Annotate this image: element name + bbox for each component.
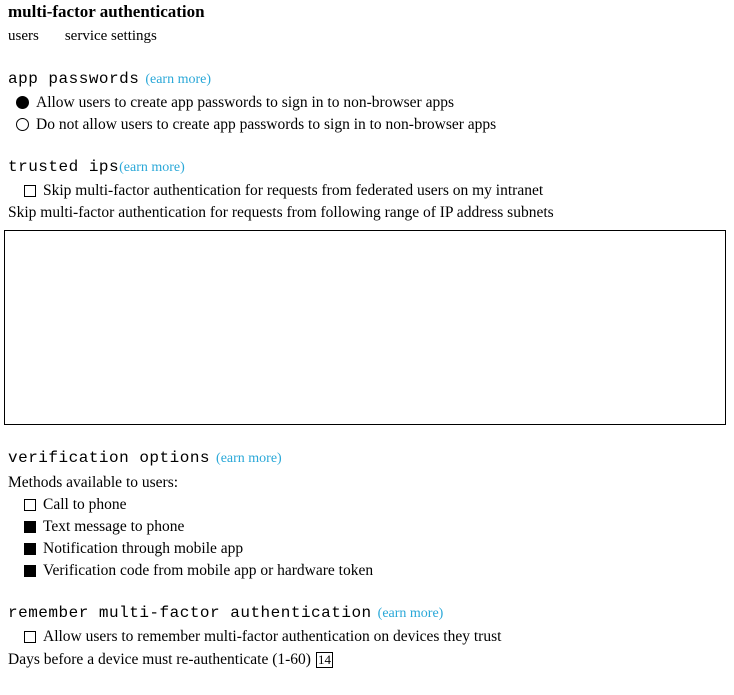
section-verification-options xyxy=(8,447,734,580)
remember-mfa-allow-label: Allow users to remember multi-factor authentication on devices they trust xyxy=(43,628,502,645)
tab-users[interactable]: users xyxy=(8,28,39,44)
app-passwords-option-allow[interactable] xyxy=(8,93,734,112)
verification-options-heading xyxy=(8,447,734,469)
radio-icon-allow[interactable] xyxy=(16,96,29,109)
remember-mfa-days-label: Days before a device must re-authenticate (1-60) xyxy=(8,651,311,668)
remember-mfa-heading-text: remember multi-factor authentication xyxy=(8,604,372,622)
remember-mfa-heading xyxy=(8,602,734,624)
app-passwords-option-disallow[interactable] xyxy=(8,115,734,134)
checkbox-icon-allow-remember[interactable] xyxy=(24,631,36,643)
method-call-to-phone-row[interactable] xyxy=(8,495,734,514)
method-verification-code-row[interactable] xyxy=(8,561,734,580)
trusted-ips-learn-more-link[interactable]: (earn more) xyxy=(119,160,185,175)
app-passwords-learn-more-link[interactable]: (earn more) xyxy=(145,72,212,87)
checkbox-icon-notification-app[interactable] xyxy=(24,543,36,555)
verification-options-learn-more-link[interactable]: (earn more) xyxy=(216,451,282,466)
method-text-message-row[interactable] xyxy=(8,517,734,536)
section-trusted-ips xyxy=(8,156,734,222)
method-verification-code-label: Verification code from mobile app or hardware token xyxy=(43,562,374,579)
section-remember-mfa xyxy=(8,602,734,669)
days-input[interactable] xyxy=(316,652,333,668)
trusted-ips-heading-text: trusted ips xyxy=(8,158,120,176)
trusted-ips-skip-federated-row[interactable] xyxy=(8,181,734,200)
checkbox-icon-skip-federated[interactable] xyxy=(24,185,36,197)
ip-subnets-textarea[interactable] xyxy=(4,230,726,425)
section-app-passwords xyxy=(8,68,734,134)
app-passwords-option-allow-label: Allow users to create app passwords to sign in to non-browser apps xyxy=(36,94,454,111)
method-call-to-phone-label: Call to phone xyxy=(43,496,127,513)
app-passwords-heading-text: app passwords xyxy=(8,70,140,88)
remember-mfa-days-row xyxy=(8,650,734,669)
checkbox-icon-call-to-phone[interactable] xyxy=(24,499,36,511)
remember-mfa-allow-row[interactable] xyxy=(8,627,734,646)
app-passwords-option-disallow-label: Do not allow users to create app passwords to sign in to non-browser apps xyxy=(36,116,497,133)
method-notification-app-row[interactable] xyxy=(8,539,734,558)
method-notification-app-label: Notification through mobile app xyxy=(43,540,244,557)
tab-bar xyxy=(8,26,734,46)
checkbox-icon-verification-code[interactable] xyxy=(24,565,36,577)
tab-service-settings[interactable]: service settings xyxy=(64,28,157,44)
verification-methods-list xyxy=(8,495,734,580)
trusted-ips-skip-federated-label: Skip multi-factor authentication for requests from federated users on my intranet xyxy=(43,182,544,199)
verification-options-heading-text: verification options xyxy=(8,449,211,467)
page-title: multi-factor authentication xyxy=(8,2,205,21)
multi-factor-authentication-page xyxy=(0,2,734,695)
checkbox-icon-text-message[interactable] xyxy=(24,521,36,533)
verification-methods-label: Methods available to users: xyxy=(8,474,179,491)
radio-icon-disallow[interactable] xyxy=(16,118,29,131)
app-passwords-heading xyxy=(8,68,734,90)
trusted-ips-heading xyxy=(8,156,734,178)
remember-mfa-learn-more-link[interactable]: (earn more) xyxy=(377,606,444,621)
trusted-ips-subnet-label: Skip multi-factor authentication for requests from following range of IP address subnets xyxy=(8,204,554,221)
method-text-message-label: Text message to phone xyxy=(43,518,185,535)
